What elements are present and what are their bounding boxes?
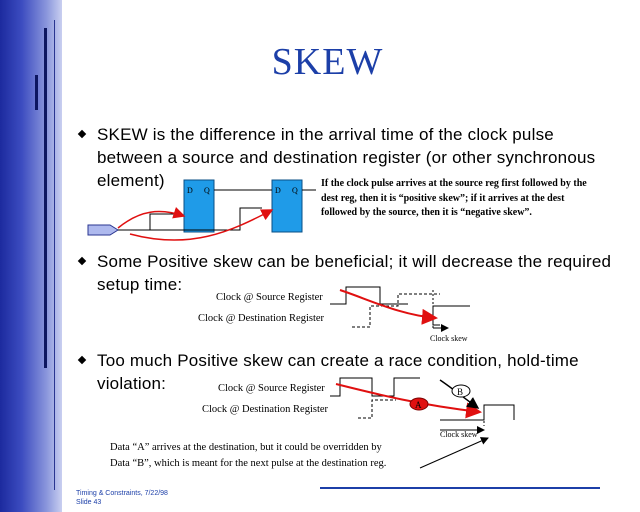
dest-clock-label-2: Clock @ Destination Register: [202, 404, 329, 415]
slide-number: Slide 43: [76, 499, 102, 506]
timing-diagram-1: [330, 287, 470, 330]
register-diagram: [88, 180, 316, 240]
bullet-1-text: SKEW is the difference in the arrival time of the clock pulse between a source and destination register (or other synchronous element): [97, 125, 596, 190]
slide-title: SKEW: [271, 41, 384, 83]
clock-source-shape: [88, 225, 118, 235]
dest-clock-wave-dashed: [358, 400, 396, 418]
clock-skew-label-2: Clock skew: [440, 430, 478, 439]
marker-b-label: B: [457, 387, 464, 397]
source-clock-label-1: Clock @ Source Register: [216, 292, 323, 303]
data-override-note: Data “A” arrives at the destination, but it could be overridden by Data “B”, which is meant for the next pulse at the destination reg.: [110, 442, 387, 469]
marker-a-label: A: [415, 400, 422, 410]
bullet-3-text: Too much Positive skew can create a race condition, hold-time violation:: [97, 351, 579, 393]
bullet-2-text: Some Positive skew can be beneficial; it will decrease the required setup time:: [97, 252, 612, 294]
annotation-arrow: [420, 438, 488, 468]
dest-clock-wave: [433, 306, 470, 325]
dest-q-label: Q: [292, 186, 298, 195]
dest-d-label: D: [275, 186, 281, 195]
dest-clock-label-1: Clock @ Destination Register: [198, 313, 325, 324]
source-d-label: D: [187, 186, 193, 195]
footer-text: Timing & Constraints, 7/22/98: [76, 490, 168, 497]
source-q-label: Q: [204, 186, 210, 195]
source-clock-label-2: Clock @ Source Register: [218, 383, 325, 394]
clock-skew-label-1: Clock skew: [430, 334, 468, 343]
skew-definition-note: If the clock pulse arrives at the source reg first followed by the dest reg, then it is “positive skew”; if it arrives at the dest followed by the source, then it is “negative skew”.: [321, 178, 587, 218]
clock-wire: [150, 214, 176, 230]
